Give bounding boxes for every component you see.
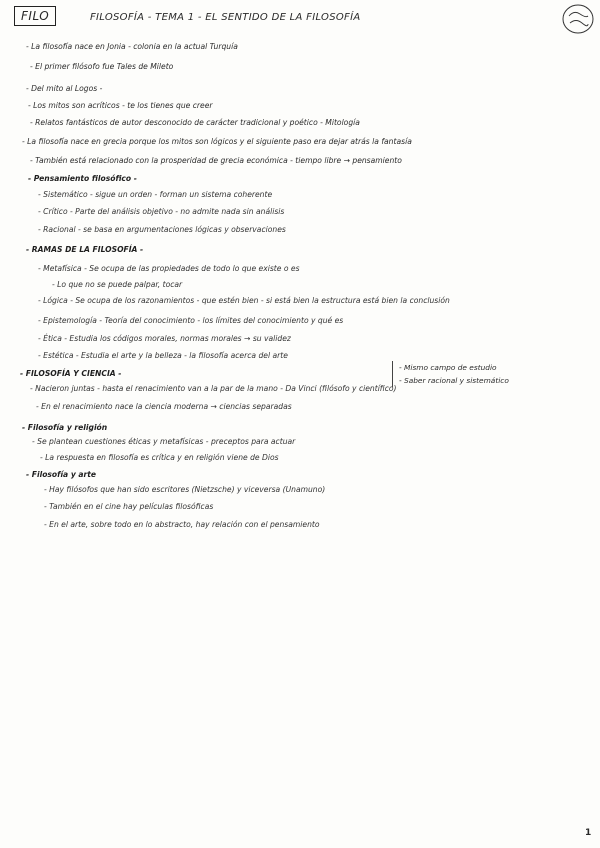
- note-line: - Del mito al Logos -: [26, 84, 103, 93]
- note-line: - Lo que no se puede palpar, tocar: [52, 280, 183, 289]
- note-line: - La respuesta en filosofía es crítica y en religión viene de Dios: [40, 453, 279, 462]
- side-note-line: - Saber racional y sistemático: [399, 376, 509, 385]
- page-title: FILOSOFÍA - TEMA 1 - EL SENTIDO DE LA FILOSOFÍA: [90, 12, 361, 23]
- note-line: - Nacieron juntas - hasta el renacimiento van a la par de la mano - Da Vinci (filósofo y científico): [30, 384, 397, 393]
- note-line: - En el arte, sobre todo en lo abstracto, hay relación con el pensamiento: [44, 520, 320, 529]
- note-line: - Estética - Estudia el arte y la belleza - la filosofía acerca del arte: [38, 351, 288, 360]
- note-line: - Crítico - Parte del análisis objetivo - no admite nada sin análisis: [38, 207, 285, 216]
- note-line: - La filosofía nace en Jonia - colonia en la actual Turquía: [26, 42, 238, 51]
- side-note: [392, 361, 509, 387]
- note-line: - Racional - se basa en argumentaciones lógicas y observaciones: [38, 225, 286, 234]
- stamp-icon: [560, 2, 596, 36]
- page-number: 1: [585, 828, 592, 838]
- note-line: - Metafísica - Se ocupa de las propiedades de todo lo que existe o es: [38, 264, 300, 273]
- note-line: - Epistemología - Teoría del conocimiento - los límites del conocimiento y qué es: [38, 316, 344, 325]
- note-line: - Ética - Estudia los códigos morales, normas morales → su validez: [38, 334, 291, 343]
- note-line: - Lógica - Se ocupa de los razonamientos - que estén bien - si está bien la estructura está bien la conclusión: [38, 296, 450, 305]
- note-line: - Sistemático - sigue un orden - forman un sistema coherente: [38, 190, 273, 199]
- section-heading: - Filosofía y religión: [22, 423, 108, 432]
- note-line: - El primer filósofo fue Tales de Mileto: [30, 62, 174, 71]
- section-heading: - Filosofía y arte: [26, 470, 97, 479]
- side-note-line: - Mismo campo de estudio: [399, 363, 497, 372]
- section-heading: - Pensamiento filosófico -: [28, 174, 137, 183]
- note-line: - En el renacimiento nace la ciencia moderna → ciencias separadas: [36, 402, 292, 411]
- note-line: - También en el cine hay películas filosóficas: [44, 502, 214, 511]
- note-line: - Hay filósofos que han sido escritores (Nietzsche) y viceversa (Unamuno): [44, 485, 326, 494]
- note-line: - Se plantean cuestiones éticas y metafísicas - preceptos para actuar: [32, 437, 296, 446]
- note-line: - Relatos fantásticos de autor desconocido de carácter tradicional y poético - Mitología: [30, 118, 360, 127]
- note-line: - Los mitos son acríticos - te los tienes que creer: [28, 101, 213, 110]
- note-line: - También está relacionado con la prosperidad de grecia económica - tiempo libre → pensamiento: [30, 156, 402, 165]
- section-heading: - FILOSOFÍA Y CIENCIA -: [20, 369, 122, 378]
- note-line: - La filosofía nace en grecia porque los mitos son lógicos y el siguiente paso era dejar atrás la fantasía: [22, 137, 412, 146]
- section-heading: - RAMAS DE LA FILOSOFÍA -: [26, 245, 144, 254]
- subject-box-label: FILO: [14, 6, 56, 26]
